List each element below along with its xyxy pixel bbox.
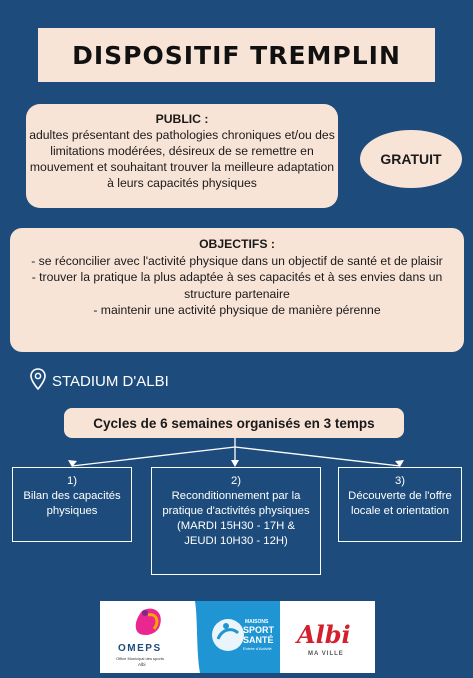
objectif-line-1: - se réconcilier avec l'activité physique dans un objectif de santé et de plaisir xyxy=(31,253,443,268)
maisons-l4: Entrée d'Activité xyxy=(243,646,272,651)
omeps-sub1: Office Municipal des sports xyxy=(116,656,164,661)
objectif-line-2: - trouver la pratique la plus adaptée à ses capacités et à ses envies dans un structure partenaire xyxy=(31,270,443,301)
albi-logo xyxy=(295,620,351,657)
step-1-text: Bilan des capacités physiques xyxy=(23,490,121,517)
albi-name: Albi xyxy=(297,620,351,649)
step-2-schedule-2: JEUDI 10H30 - 12H) xyxy=(184,535,288,547)
cycles-label: Cycles de 6 semaines organisés en 3 temps xyxy=(93,415,375,431)
step-2-schedule-1: (MARDI 15H30 - 17H & xyxy=(176,520,296,532)
step-2-text: Reconditionnement par la pratique d'activités physiques xyxy=(162,490,310,517)
page-title: DISPOSITIF TREMPLIN xyxy=(72,40,401,70)
objectif-line-3: - maintenir une activité physique de manière pérenne xyxy=(93,303,381,317)
maisons-l3: SANTÉ xyxy=(243,635,274,645)
step-3-box xyxy=(338,467,462,542)
omeps-logo xyxy=(116,609,164,667)
albi-sub: MA VILLE xyxy=(308,651,344,657)
step-2-number: 2) xyxy=(230,475,242,487)
public-heading: PUBLIC : xyxy=(155,112,209,126)
step-3-text: Découverte de l'offre locale et orientation xyxy=(348,490,452,517)
step-1-number: 1) xyxy=(66,475,78,487)
step-1-box xyxy=(12,467,132,542)
maisons-l2: SPORT xyxy=(243,625,275,635)
maisons-sport-sante-logo xyxy=(195,601,280,673)
omeps-sub2: Albi xyxy=(138,662,146,667)
public-text: adultes présentant des pathologies chroniques et/ou des limitations modérées, désireux de se remettre en mouvement et souhaitant trouver la meilleure adaptation à leurs capacités physiques xyxy=(29,128,335,190)
location-label: STADIUM D'ALBI xyxy=(52,372,169,390)
partner-logos xyxy=(100,601,375,673)
omeps-name: OMEPS xyxy=(118,643,162,654)
gratuit-label: GRATUIT xyxy=(380,151,442,167)
maisons-l1: MAISONS xyxy=(245,619,269,625)
objectifs-heading: OBJECTIFS : xyxy=(199,237,275,251)
step-3-number: 3) xyxy=(394,475,406,487)
step-2-box xyxy=(151,467,321,575)
